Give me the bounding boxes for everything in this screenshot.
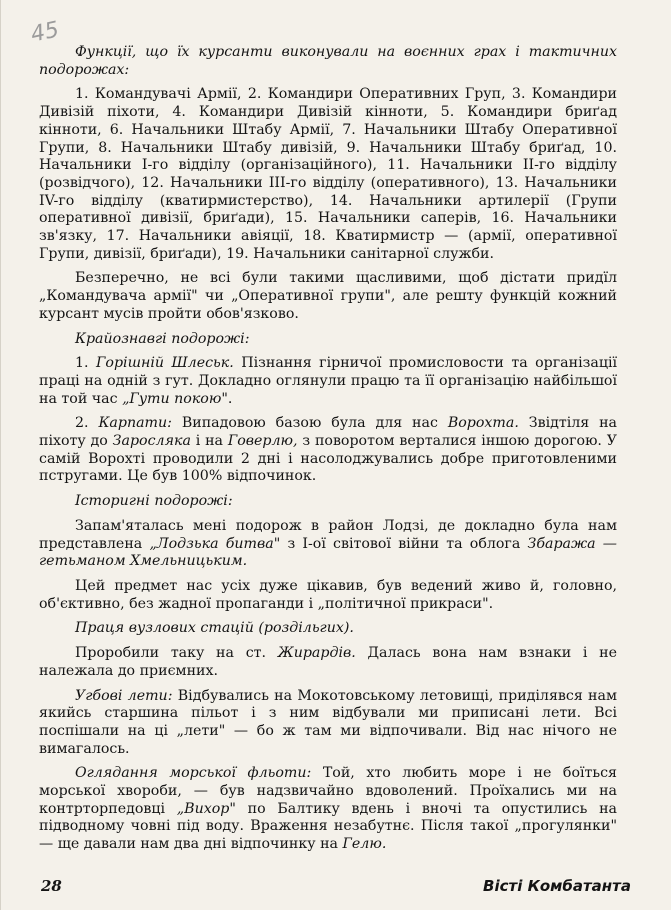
flights-title: Угбові лети:	[75, 687, 173, 704]
carpathians-title: Карпати:	[98, 415, 172, 432]
zhyrardiv-paragraph: Проробили таку на ст. Жирардів. Далась вона нам взнаки і не належала до приємних.	[39, 645, 617, 679]
regional-trips-heading: Крайознавгі подорожі:	[75, 330, 250, 347]
lodz-paragraph: Запам'яталась мені подорож в район Лодзі, де докладно була нам представлена „Лодзька битва" з І-ої світової війни та облога Збаража —гетьманом Хмельницьким.	[39, 517, 617, 570]
silesia-title: Горішній Шлеськ.	[96, 355, 234, 372]
historical-trips-heading: Історигні подорожі:	[75, 493, 233, 510]
silesia-paragraph: 1. Горішній Шлеськ. Пізнання гірничої промисловости та організації праці на одній з гут. Докладно оглянули працю та її організацію найбільшої на той час „Гути покою".	[39, 355, 618, 407]
functions-heading: Функції, що їх курсанти виконували на воєнних грах і тактичних подорожах:	[39, 44, 617, 78]
page-body	[39, 44, 617, 861]
guta-name: „Гути покою"	[122, 390, 228, 407]
navy-paragraph: Оглядання морської фльоти: Той, хто любить море і не боїться морської хвороби, — був надзвичайно вдоволений. Проїхались ми на контрторпедовці „Вихор" по Балтику вдень і вночі та опустились на підводному човні під воду. Враження незабутнє. Після такої „прогулянки" — ще давали нам два дні відпочинку на Гелю.	[39, 765, 617, 853]
navy-title: Оглядання морської фльоти:	[75, 765, 312, 782]
carpathians-paragraph: 2. Карпати: Випадовою базою була для нас Ворохта. Звідтіля на піхоту до Заросляка і на Говерлю, з поворотом верталися іншою дорогою. У самій Ворохті проводили 2 дні і насолоджувались добре приготовленими пстругами. Це був 100% відпочинок.	[39, 415, 618, 485]
pencil-note: 45	[28, 17, 62, 48]
training-flights-paragraph: Угбові лети: Відбувались на Мокотовському летовищі, приділявся нам якийсь старшина пільот і з ним відбували ми приписані лети. Всі поспішали на ці „лети" — бо ж там ми відпочивали. Від нас нічого не вимагалось.	[39, 687, 617, 757]
assignment-paragraph: Безперечно, не всі були такими щасливими, щоб дістати придїл „Командувача армії" чи „Оперативної групи", але решту функцій кожний курсант мусів пройти обов'язково.	[39, 270, 617, 322]
functions-list-paragraph: 1. Командувачі Армії, 2. Командири Оперативних Груп, 3. Командири Дивізій піхоти, 4. Командири Дивізій кінноти, 5. Командири бриґад кінноти, 6. Начальники Штабу Армії, 7. Начальники Штабу Оперативної Групи, 8. Начальники Штабу дивізій, 9. Начальники Штабу бриґад, 10. Начальники І-го відділу (організаційного), 11. Начальники ІІ-го відділу (розвідчого), 12. Начальники ІІІ-го відділу (оперативного), 13. Начальники IV-го відділу (кватирмистерство), 14. Начальники артилерії (Групи оперативної дивізії, бриґади), 15. Начальники саперів, 16. Начальники зв'язку, 17. Начальники авіяції, 18. Кватирмистр — (армії, оперативної Групи, дивізії, бриґади), 19. Начальники санітарної служби.	[39, 86, 617, 262]
subject-paragraph: Цей предмет нас усіх дуже цікавив, був ведений живо й, головно, об'єктивно, без жадної пропаганди і „політичної прикраси".	[39, 577, 617, 612]
journal-title: Вісті Комбатанта	[483, 877, 631, 895]
page-number: 28	[41, 877, 62, 895]
junction-stations-heading: Праця вузлових стацій (роздільгих).	[75, 620, 354, 637]
